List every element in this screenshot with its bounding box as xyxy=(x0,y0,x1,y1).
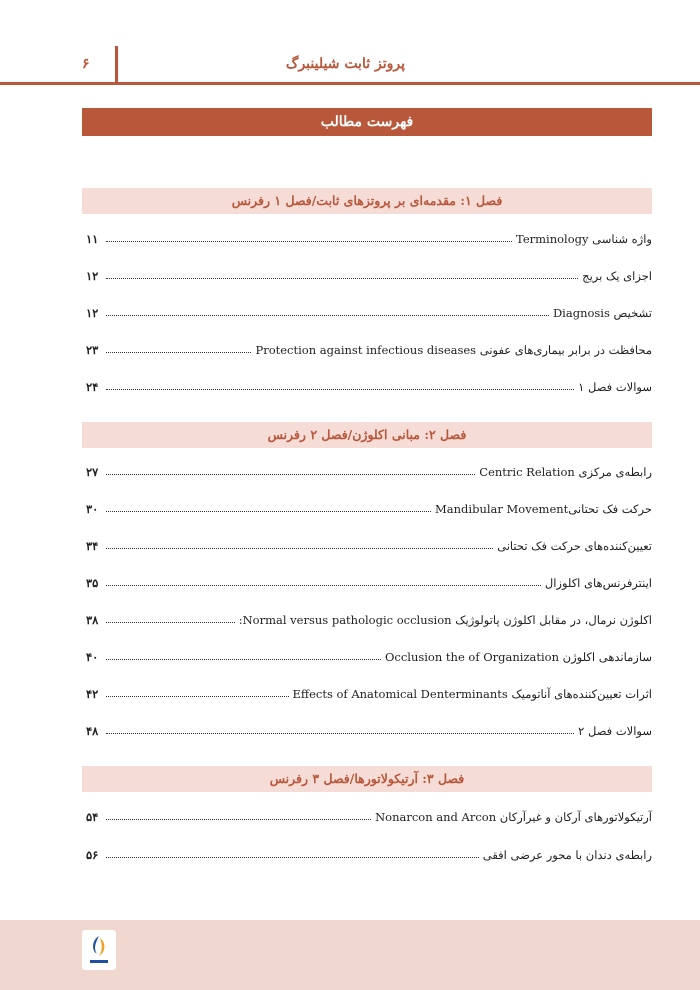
header-rule xyxy=(0,82,700,85)
dot-leader xyxy=(106,621,235,623)
toc-entry-page: ۴۸ xyxy=(86,724,99,738)
toc-entry-page: ۴۰ xyxy=(86,650,99,664)
page-header xyxy=(0,44,700,86)
toc-title: فهرست مطالب xyxy=(82,108,652,136)
toc-entry-title: اجزای یک بریج xyxy=(582,269,652,283)
dot-leader xyxy=(106,818,371,820)
toc-entry-title: واژه شناسی Terminology xyxy=(516,232,652,246)
toc-entry-title: تعیین‌کننده‌های حرکت فک تحتانی xyxy=(497,539,652,553)
dot-leader xyxy=(106,856,479,858)
toc-entry-title: اکلوژن نرمال، در مقابل اکلوژن پاتولوژیک Normal versus pathologic occlusion: xyxy=(238,613,652,627)
toc-entry-page: ۵۶ xyxy=(86,848,99,862)
header-divider xyxy=(115,46,118,84)
toc-entry[interactable] xyxy=(86,226,652,246)
dot-leader xyxy=(106,277,578,279)
toc-entry-title: سوالات فصل ۱ xyxy=(578,380,652,394)
toc-entry-page: ۳۵ xyxy=(86,576,99,590)
toc-entry-title: رابطه‌ی دندان با محور عرضی افقی xyxy=(482,848,652,862)
toc-entry[interactable] xyxy=(86,459,652,479)
dot-leader xyxy=(106,473,475,475)
page-number: ۶ xyxy=(82,56,90,72)
toc-entry-title: سازماندهی اکلوژن Occlusion the of Organization xyxy=(384,650,652,664)
publisher-logo-icon xyxy=(82,930,116,970)
toc-entry-title: تشخیص Diagnosis xyxy=(552,306,652,320)
publisher-logo xyxy=(82,930,116,970)
toc-entry[interactable] xyxy=(86,337,652,357)
toc-entry-title: حرکت فک تحتانیMandibular Movement xyxy=(435,502,652,516)
dot-leader xyxy=(106,351,251,353)
toc-entry-title: آرتیکولاتورهای آرکان و غیرآرکان Nonarcon and Arcon xyxy=(375,810,652,824)
toc-entry-title: محافظت در برابر بیماری‌های عفونی Protection against infectious diseases xyxy=(255,343,652,357)
toc-entry-page: ۲۴ xyxy=(86,380,99,394)
toc-entry-page: ۱۱ xyxy=(86,232,99,246)
toc-entry[interactable] xyxy=(86,804,652,824)
toc-entry-title: سوالات فصل ۲ xyxy=(578,724,652,738)
dot-leader xyxy=(106,240,512,242)
toc-entry[interactable] xyxy=(86,842,652,862)
toc-entry[interactable] xyxy=(86,263,652,283)
toc-entry-page: ۴۲ xyxy=(86,687,99,701)
chapter-heading: فصل ۱: مقدمه‌ای بر پروتزهای ثابت/فصل ۱ رفرنس xyxy=(82,188,652,214)
toc-entry[interactable] xyxy=(86,570,652,590)
dot-leader xyxy=(106,388,574,390)
toc-entry-title: اثرات تعیین‌کننده‌های آناتومیک Effects of Anatomical Denterminants xyxy=(292,687,652,701)
toc-entry-page: ۳۰ xyxy=(86,502,99,516)
toc-entry-page: ۳۴ xyxy=(86,539,99,553)
toc-entry[interactable] xyxy=(86,496,652,516)
toc-entry-page: ۱۲ xyxy=(86,306,99,320)
dot-leader xyxy=(106,732,574,734)
toc-entry-page: ۲۳ xyxy=(86,343,99,357)
dot-leader xyxy=(106,510,431,512)
toc-entry[interactable] xyxy=(86,300,652,320)
toc-entry-title: رابطه‌ی مرکزی Centric Relation xyxy=(479,465,652,479)
toc-entry[interactable] xyxy=(86,681,652,701)
dot-leader xyxy=(106,584,541,586)
dot-leader xyxy=(106,547,493,549)
toc-entry[interactable] xyxy=(86,374,652,394)
book-title: پروتز ثابت شیلینبرگ xyxy=(285,56,405,72)
toc-entry-page: ۱۲ xyxy=(86,269,99,283)
toc-entry-title: اینترفرنس‌های اکلوزال xyxy=(544,576,652,590)
dot-leader xyxy=(106,314,549,316)
dot-leader xyxy=(106,658,381,660)
toc-entry-page: ۵۴ xyxy=(86,810,99,824)
dot-leader xyxy=(106,695,289,697)
toc-entry-page: ۳۸ xyxy=(86,613,99,627)
chapter-heading: فصل ۲: مبانی اکلوژن/فصل ۲ رفرنس xyxy=(82,422,652,448)
toc-entry[interactable] xyxy=(86,607,652,627)
chapter-heading: فصل ۳: آرتیکولاتورها/فصل ۳ رفرنس xyxy=(82,766,652,792)
toc-entry[interactable] xyxy=(86,644,652,664)
toc-entry[interactable] xyxy=(86,718,652,738)
toc-entry-page: ۲۷ xyxy=(86,465,99,479)
toc-entry[interactable] xyxy=(86,533,652,553)
